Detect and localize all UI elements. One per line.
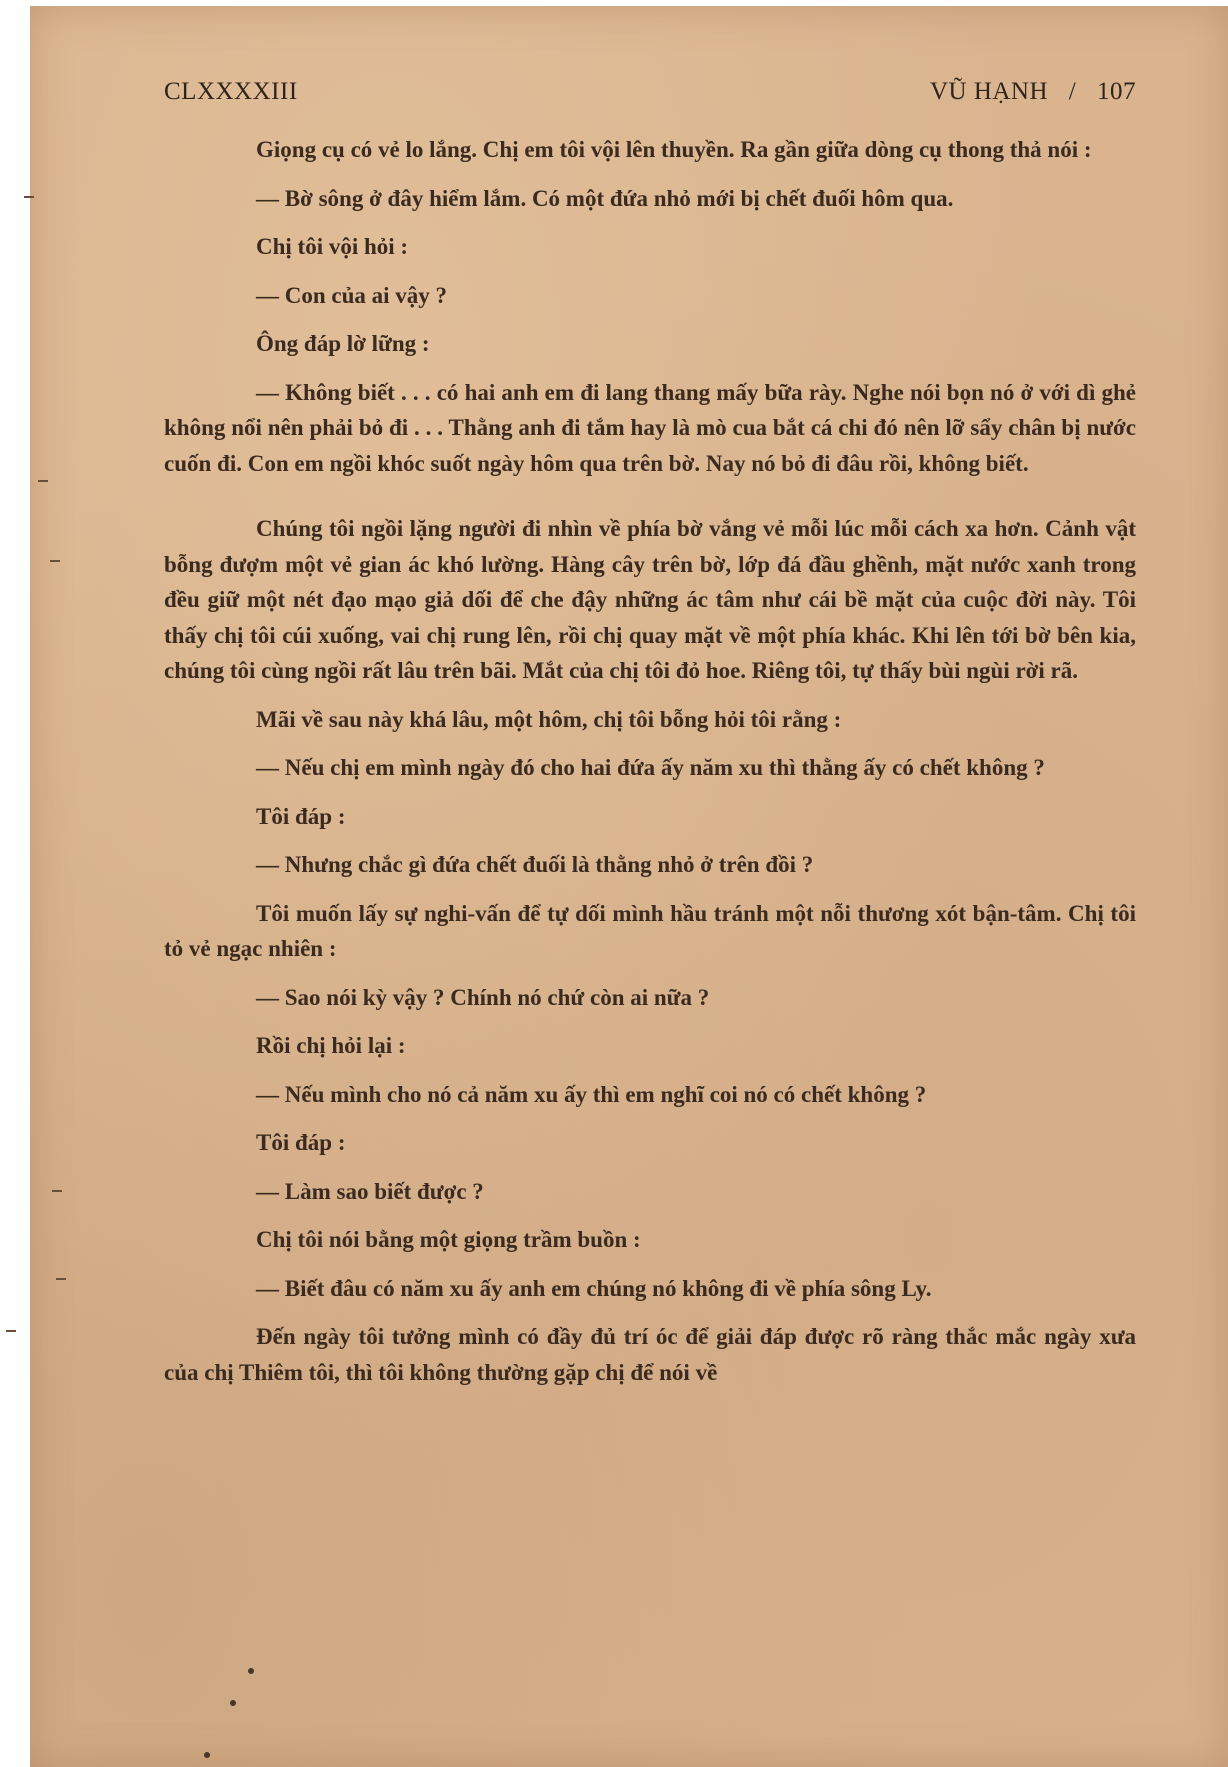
paragraph: Chị tôi vội hỏi : — [256, 234, 409, 259]
ink-dot — [204, 1752, 210, 1758]
paragraph: Giọng cụ có vẻ lo lắng. Chị em tôi vội lên thuyền. Ra gần giữa dòng cụ thong thả nói : — [256, 137, 1092, 162]
edge-mark — [56, 1278, 66, 1280]
dialogue-line: — Không biết . . . có hai anh em đi lang thang mấy bữa rày. Nghe nói bọn nó ở với dì ghẻ không nổi nên phải bỏ đi . . . Thằng anh đi tắm hay là mò cua bắt cá chi đó nên lỡ sẩy chân bị nước cuốn đi. Con em ngồi khóc suốt ngày hôm qua trên bờ. Nay nó bỏ đi đâu rồi, không biết. — [164, 379, 1136, 476]
paragraph: Chị tôi nói bằng một giọng trầm buồn : — [256, 1227, 641, 1252]
dialogue-line: — Nếu chị em mình ngày đó cho hai đứa ấy năm xu thì thằng ấy có chết không ? — [256, 755, 1045, 780]
dialogue-line: — Bờ sông ở đây hiểm lắm. Có một đứa nhỏ mới bị chết đuối hôm qua. — [256, 185, 954, 211]
chapter-number: CLXXXXIII — [164, 78, 298, 105]
dialogue-line: — Con của ai vậy ? — [256, 282, 448, 308]
paragraph: Chúng tôi ngồi lặng người đi nhìn về phía bờ vắng vẻ mỗi lúc mỗi cách xa hơn. Cảnh vật bỗng đượm một vẻ gian ác khó lường. Hàng cây trên bờ, lớp đá đầu ghềnh, mặt nước xanh trong đều giữ một nét đạo mạo giả dối để che đậy những ác tâm như cái bề mặt của cuộc đời này. Tôi thấy chị tôi cúi xuống, vai chị rung lên, rồi chị quay mặt về một phía khác. Khi lên tới bờ bên kia, chúng tôi cùng ngồi rất lâu trên bãi. Mắt của chị tôi đỏ hoe. Riêng tôi, tự thấy bùi ngùi rời rã. — [164, 516, 1136, 683]
running-header — [164, 78, 1136, 106]
header-right — [916, 78, 1136, 106]
paragraph: Tôi đáp : — [256, 803, 346, 829]
dialogue-line: — Nhưng chắc gì đứa chết đuối là thằng nhỏ ở trên đồi ? — [256, 852, 814, 877]
edge-mark — [52, 1190, 62, 1192]
edge-mark — [38, 480, 48, 482]
book-page — [164, 78, 1136, 1403]
header-separator: / — [1068, 78, 1077, 105]
ink-dot — [230, 1700, 236, 1706]
dialogue-line: — Nếu mình cho nó cả năm xu ấy thì em nghĩ coi nó có chết không ? — [256, 1081, 927, 1107]
edge-mark — [50, 560, 60, 562]
page-number: 107 — [1097, 78, 1136, 105]
ink-dot — [248, 1668, 254, 1674]
dialogue-line: — Biết đâu có năm xu ấy anh em chúng nó không đi về phía sông Ly. — [256, 1275, 932, 1301]
paragraph: Đến ngày tôi tưởng mình có đầy đủ trí óc để giải đáp được rõ ràng thắc mắc ngày xưa của chị Thiêm tôi, thì tôi không thường gặp chị để nói về — [164, 1324, 1136, 1385]
dialogue-line: — Làm sao biết được ? — [256, 1178, 484, 1204]
edge-mark — [6, 1330, 16, 1332]
paragraph: Rồi chị hỏi lại : — [256, 1033, 406, 1058]
dialogue-line: — Sao nói kỳ vậy ? Chính nó chứ còn ai nữa ? — [256, 984, 710, 1010]
edge-mark — [24, 196, 34, 198]
paragraph: Ông đáp lờ lững : — [256, 331, 430, 356]
paragraph: Mãi về sau này khá lâu, một hôm, chị tôi bỗng hỏi tôi rằng : — [256, 706, 842, 732]
author-name: VŨ HẠNH — [929, 78, 1049, 105]
paragraph: Tôi đáp : — [256, 1130, 346, 1155]
paragraph: Tôi muốn lấy sự nghi-vấn để tự dối mình hầu tránh một nỗi thương xót bận-tâm. Chị tôi tỏ vẻ ngạc nhiên : — [164, 900, 1136, 961]
